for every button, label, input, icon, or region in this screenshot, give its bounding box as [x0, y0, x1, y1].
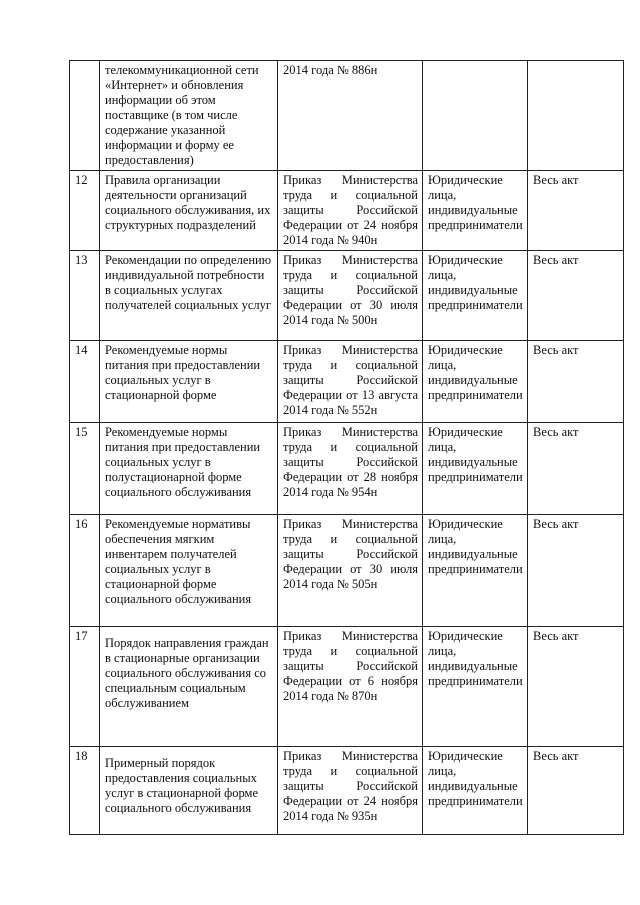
table-row [70, 251, 624, 341]
act-details: Приказ Министерства труда и социальной защиты Российской Федерации от 24 ноября 2014 года № 940н [278, 171, 423, 251]
act-details: Приказ Министерства труда и социальной защиты Российской Федерации от 28 ноября 2014 года № 954н [278, 423, 423, 515]
scope: Весь акт [528, 251, 624, 341]
act-details: Приказ Министерства труда и социальной защиты Российской Федерации от 24 ноября 2014 года № 935н [278, 747, 423, 835]
subjects: Юридические лица, индивидуальные предприниматели [423, 171, 528, 251]
row-number [70, 61, 100, 171]
subjects: Юридические лица, индивидуальные предприниматели [423, 341, 528, 423]
subjects [423, 61, 528, 171]
subjects: Юридические лица, индивидуальные предприниматели [423, 627, 528, 747]
row-number: 17 [70, 627, 100, 747]
table-row [70, 341, 624, 423]
act-details: Приказ Министерства труда и социальной защиты Российской Федерации от 30 июля 2014 года № 500н [278, 251, 423, 341]
row-number: 15 [70, 423, 100, 515]
acts-table [69, 60, 624, 835]
act-details: Приказ Министерства труда и социальной защиты Российской Федерации от 13 августа 2014 года № 552н [278, 341, 423, 423]
requirement-name: Рекомендуемые нормы питания при предоставлении социальных услуг в полустационарной форме социального обслуживания [100, 423, 278, 515]
requirement-name: Правила организации деятельности организаций социального обслуживания, их структурных подразделений [100, 171, 278, 251]
scope: Весь акт [528, 627, 624, 747]
row-number: 16 [70, 515, 100, 627]
scope [528, 61, 624, 171]
requirement-name: Рекомендации по определению индивидуальной потребности в социальных услугах получателей социальных услуг [100, 251, 278, 341]
scope: Весь акт [528, 341, 624, 423]
scope: Весь акт [528, 515, 624, 627]
scope: Весь акт [528, 171, 624, 251]
table-row [70, 515, 624, 627]
row-number: 12 [70, 171, 100, 251]
subjects: Юридические лица, индивидуальные предприниматели [423, 515, 528, 627]
scope: Весь акт [528, 747, 624, 835]
act-details: Приказ Министерства труда и социальной защиты Российской Федерации от 6 ноября 2014 года № 870н [278, 627, 423, 747]
subjects: Юридические лица, индивидуальные предприниматели [423, 423, 528, 515]
requirement-name: Рекомендуемые нормы питания при предоставлении социальных услуг в стационарной форме [100, 341, 278, 423]
act-details: Приказ Министерства труда и социальной защиты Российской Федерации от 30 июля 2014 года № 505н [278, 515, 423, 627]
requirement-name: телекоммуникационной сети «Интернет» и обновления информации об этом поставщике (в том числе содержание указанной информации и форму ее предоставления) [100, 61, 278, 171]
scope: Весь акт [528, 423, 624, 515]
requirement-name: Примерный порядок предоставления социальных услуг в стационарной форме социального обслуживания [100, 747, 278, 835]
requirement-name: Порядок направления граждан в стационарные организации социального обслуживания со специальным социальным обслуживанием [100, 627, 278, 747]
row-number: 18 [70, 747, 100, 835]
table-row [70, 171, 624, 251]
row-number: 13 [70, 251, 100, 341]
act-details: 2014 года № 886н [278, 61, 423, 171]
table-row [70, 61, 624, 171]
table-row [70, 627, 624, 747]
table-row [70, 747, 624, 835]
requirement-name: Рекомендуемые нормативы обеспечения мягким инвентарем получателей социальных услуг в стационарной форме социального обслуживания [100, 515, 278, 627]
row-number: 14 [70, 341, 100, 423]
table-row [70, 423, 624, 515]
subjects: Юридические лица, индивидуальные предприниматели [423, 747, 528, 835]
subjects: Юридические лица, индивидуальные предприниматели [423, 251, 528, 341]
